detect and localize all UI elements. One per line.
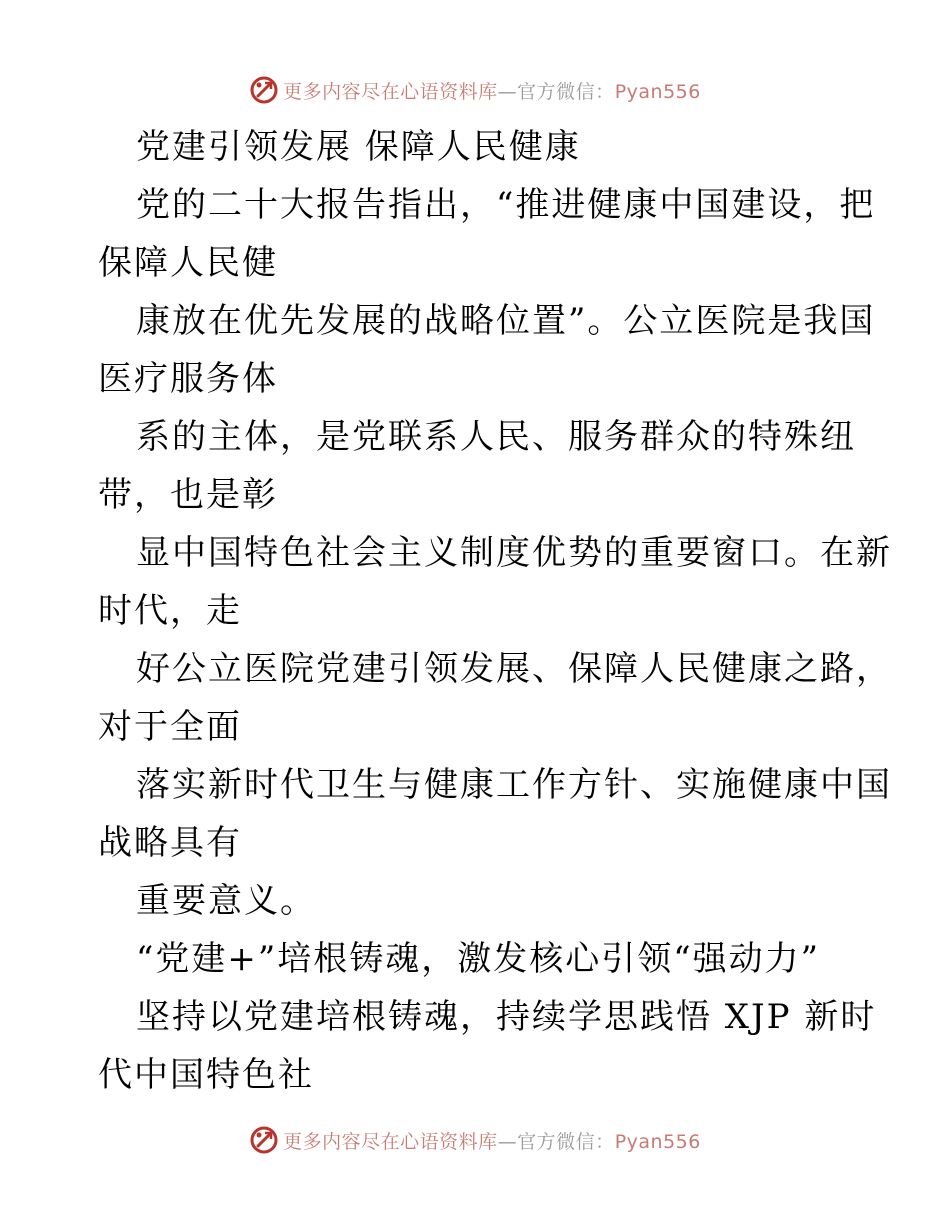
header-banner-main: 更多内容尽在心语资料库 (283, 80, 498, 103)
document-body (98, 118, 892, 1104)
text-line: 对于全面 (98, 707, 242, 747)
text-line: 带，也是彰 (98, 475, 278, 515)
text-line: 医疗服务体 (98, 359, 278, 399)
footer-banner-wechat: 官方微信： (517, 1130, 615, 1153)
text-line: 坚持以党建培根铸魂，持续学思践悟 XJP 新时 (136, 997, 877, 1037)
footer-banner-handle: Pyan556 (614, 1130, 701, 1153)
footer-banner-main: 更多内容尽在心语资料库 (283, 1130, 498, 1153)
text-line: 保障人民健 (98, 243, 278, 283)
logo-icon (249, 1125, 279, 1155)
text-line: “党建+”培根铸魂，激发核心引领“强动力” (136, 939, 821, 979)
header-banner-wechat: 官方微信： (517, 80, 615, 103)
text-line: 党建引领发展 保障人民健康 (136, 127, 581, 167)
footer-banner-text (283, 1127, 701, 1154)
text-line: 代中国特色社 (98, 1055, 314, 1095)
header-banner-dash: — (497, 80, 518, 103)
text-line: 好公立医院党建引领发展、保障人民健康之路， (136, 649, 892, 689)
footer-banner-dash: — (497, 1130, 518, 1153)
text-line: 康放在优先发展的战略位置”。公立医院是我国 (136, 301, 876, 341)
text-line: 显中国特色社会主义制度优势的重要窗口。在新 (136, 533, 892, 573)
footer-banner (0, 1120, 950, 1160)
text-line: 时代，走 (98, 591, 242, 631)
text-line: 党的二十大报告指出，“推进健康中国建设，把 (136, 185, 876, 225)
footer-banner-inner (249, 1125, 701, 1155)
header-banner-inner (249, 75, 701, 105)
header-banner-text (283, 77, 701, 104)
header-banner (0, 70, 950, 110)
text-line: 系的主体，是党联系人民、服务群众的特殊纽 (136, 417, 856, 457)
text-line: 重要意义。 (136, 881, 316, 921)
logo-icon (249, 75, 279, 105)
text-line: 战略具有 (98, 823, 242, 863)
header-banner-handle: Pyan556 (614, 80, 701, 103)
text-line: 落实新时代卫生与健康工作方针、实施健康中国 (136, 765, 892, 805)
